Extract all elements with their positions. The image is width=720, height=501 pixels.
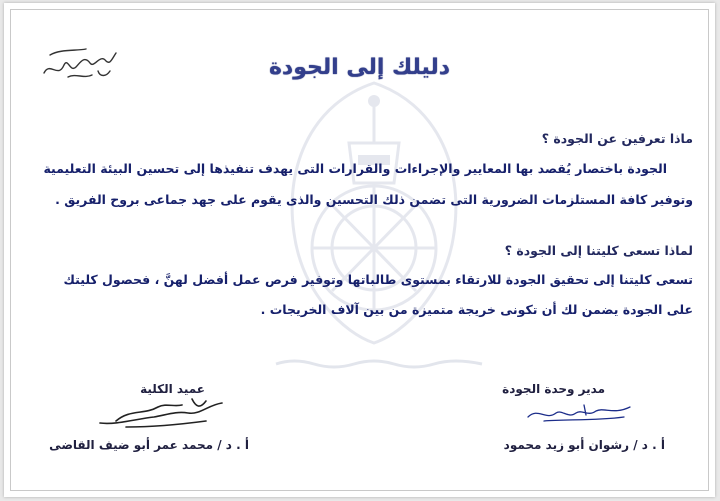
quality-unit-director-title: مدير وحدة الجودة bbox=[502, 382, 605, 396]
section-2-line-2: على الجودة يضمن لك أن تكونى خريجة متميزة من بين آلاف الخريجات . bbox=[260, 302, 693, 317]
quality-director-signature bbox=[524, 401, 634, 425]
seal-caption-watermark bbox=[274, 355, 484, 371]
certificate-page bbox=[4, 3, 715, 497]
section-2-question: لماذا تسعى كليتنا إلى الجودة ؟ bbox=[504, 243, 693, 258]
section-1-line-2: وتوفير كافة المستلزمات الضرورية التى تضمن ذلك التحسين والذى يقوم على جهد جماعى بروح الفريق . bbox=[55, 192, 693, 207]
quality-unit-director-name: أ . د / رشوان أبو زيد محمود bbox=[503, 438, 665, 452]
document-title: دليلك إلى الجودة bbox=[268, 55, 451, 80]
dean-title: عميد الكلية bbox=[140, 382, 205, 396]
section-1-question: ماذا تعرفين عن الجودة ؟ bbox=[541, 131, 693, 146]
dean-name: أ . د / محمد عمر أبو ضيف القاضى bbox=[49, 438, 249, 452]
section-2-line-1: تسعى كليتنا إلى تحقيق الجودة للارتقاء بمستوى طالباتها وتوفير فرص عمل أفضل لهنَّ ، فحصول كليتك bbox=[63, 272, 693, 287]
dean-signature bbox=[96, 397, 226, 431]
section-1-line-1: الجودة باختصار يُقصد بها المعايير والإجراءات والقرارات التى يهدف تنفيذها إلى تحسين البيئة التعليمية bbox=[43, 161, 667, 176]
